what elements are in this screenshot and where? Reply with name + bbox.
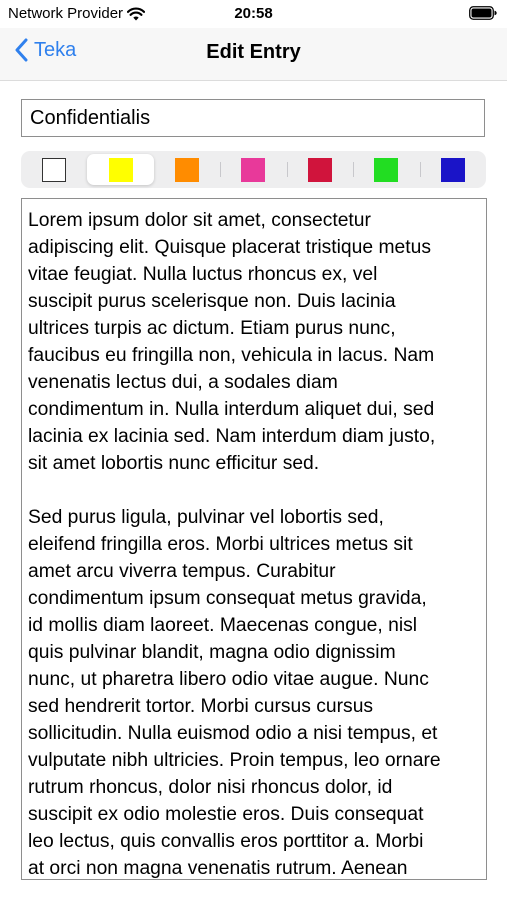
color-swatch-blue xyxy=(441,158,465,182)
body-paragraph: Lorem ipsum dolor sit amet, consectetur adipiscing elit. Quisque placerat tristique metus vitae feugiat. Nulla luctus rhoncus ex, vel suscipit purus scelerisque non. Duis lacinia ultrices turpis ac dictum. Etiam purus nunc, faucibus eu fringilla non, vehicula in lacus. Nam venenatis lectus dui, a sodales diam condimentum in. Nulla interdum aliquet dui, sed lacinia ex lacinia sed. Nam interdum diam justo, sit amet lobortis nunc efficitur sed. xyxy=(28,210,436,474)
color-swatch-yellow xyxy=(109,158,133,182)
color-picker xyxy=(21,151,486,188)
back-button-label: Teka xyxy=(34,38,77,61)
color-option-green[interactable] xyxy=(353,154,419,185)
entry-body-text[interactable] xyxy=(21,198,487,880)
color-swatch-orange xyxy=(175,158,199,182)
body-paragraph: Sed purus ligula, pulvinar vel lobortis sed, eleifend fringilla eros. Morbi ultrices metus sit amet arcu viverra tempus. Curabitur condimentum ipsum consequat metus gravida, id mollis diam laoreet. Maecenas congue, nisl quis pulvinar blandit, magna odio dignissim nunc, ut pharetra libero odio vitae augue. Nunc sed hendrerit tortor. Morbi cursus cursus sollicitudin. Nulla euismod odio a nisi tempus, et vulputate nibh ultricies. Proin tempus, leo ornare rutrum rhoncus, dolor nisi rhoncus dolor, id suscipit ex odio molestie eros. Duis consequat leo lectus, quis convallis eros porttitor a. Morbi at orci non magna venenatis rutrum. Aenean xyxy=(28,507,441,879)
navigation-bar xyxy=(0,28,507,81)
color-swatch-pink xyxy=(241,158,265,182)
color-option-blue[interactable] xyxy=(420,154,486,185)
color-swatch-crimson xyxy=(308,158,332,182)
color-option-orange[interactable] xyxy=(154,154,220,185)
status-bar xyxy=(0,0,507,28)
color-option-crimson[interactable] xyxy=(287,154,353,185)
status-time: 20:58 xyxy=(234,5,273,22)
entry-title-field[interactable] xyxy=(21,99,485,137)
color-option-yellow[interactable] xyxy=(87,154,153,185)
color-swatch-green xyxy=(374,158,398,182)
color-swatch-white xyxy=(42,158,66,182)
battery-icon xyxy=(469,6,497,20)
carrier-label: Network Provider xyxy=(8,5,124,22)
color-option-pink[interactable] xyxy=(220,154,286,185)
page-title: Edit Entry xyxy=(206,41,301,63)
color-option-white[interactable] xyxy=(21,154,87,185)
